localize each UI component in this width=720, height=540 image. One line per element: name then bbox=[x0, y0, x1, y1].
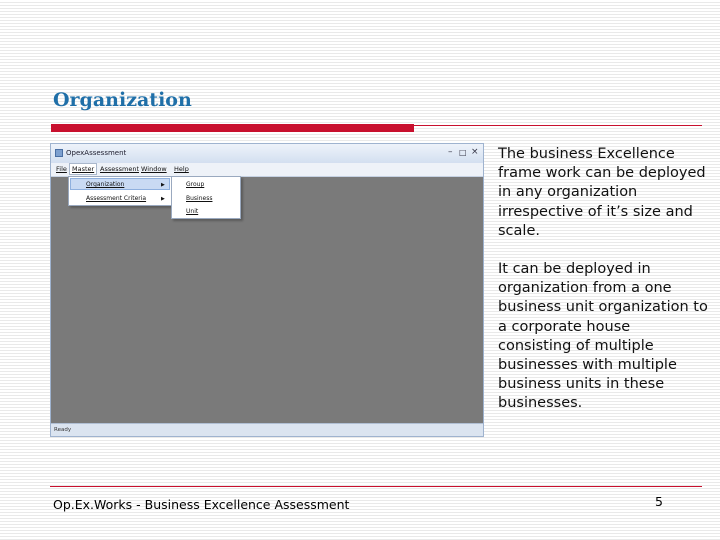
menu-window[interactable]: Window bbox=[141, 165, 167, 173]
app-window-screenshot bbox=[50, 143, 484, 437]
submenu-arrow-icon: ▶ bbox=[161, 196, 165, 202]
minimize-icon[interactable]: – bbox=[448, 147, 453, 157]
menu-assessment[interactable]: Assessment bbox=[100, 165, 139, 173]
app-status-bar bbox=[51, 423, 483, 436]
app-window-title: OpexAssessment bbox=[66, 149, 127, 157]
title-rule-thin bbox=[414, 125, 702, 126]
paragraph-framework: The business Excellence frame work can be deployed in any organization irrespective of it’s size and scale. bbox=[498, 146, 706, 239]
footer-rule bbox=[50, 486, 702, 487]
submenu-item-business[interactable]: Business bbox=[186, 195, 213, 202]
app-titlebar bbox=[51, 144, 483, 164]
submenu-item-group[interactable]: Group bbox=[186, 181, 205, 188]
menu-master[interactable]: Master bbox=[69, 163, 97, 175]
status-text: Ready bbox=[54, 427, 72, 433]
app-menubar bbox=[51, 163, 483, 177]
app-icon bbox=[55, 149, 63, 157]
slide-title: Organization bbox=[53, 89, 192, 111]
menu-item-assessment-criteria[interactable]: Assessment Criteria bbox=[86, 195, 147, 202]
menu-help[interactable]: Help bbox=[174, 165, 189, 173]
menu-file[interactable]: File bbox=[56, 165, 67, 173]
close-icon[interactable]: × bbox=[471, 147, 479, 157]
maximize-icon[interactable]: □ bbox=[459, 148, 467, 157]
organization-submenu bbox=[171, 176, 241, 219]
page-number: 5 bbox=[655, 494, 663, 509]
paragraph-deployment: It can be deployed in organization from a one business unit organization to a corporate house consisting of multiple businesses with multiple business units in these businesses. bbox=[498, 261, 708, 412]
submenu-arrow-icon: ▶ bbox=[161, 182, 165, 188]
title-rule-thick bbox=[51, 124, 414, 132]
submenu-item-unit[interactable]: Unit bbox=[186, 208, 199, 215]
footer-text: Op.Ex.Works - Business Excellence Assessment bbox=[53, 497, 350, 512]
master-menu-dropdown bbox=[68, 176, 172, 206]
menu-item-organization[interactable]: Organization bbox=[86, 181, 125, 188]
